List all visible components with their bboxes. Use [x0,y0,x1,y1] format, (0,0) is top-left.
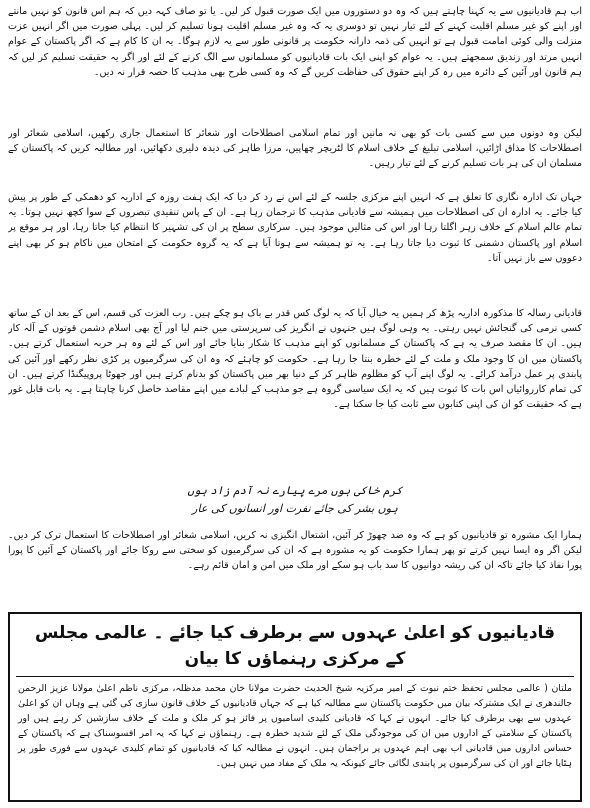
news-headline: قادیانیوں کو اعلیٰ عہدوں سے برطرف کیا جائے ۔ عالمی مجلس کے مرکزی رہنماؤں کا بیان [16,614,574,677]
article-paragraph-4: قادیانی رسالہ کا مذکورہ اداریہ پڑھ کر ہمیں یہ خیال آیا کہ یہ لوگ کس قدر بے باک ہو چکے ہیں۔ رب العزت کی قسم، اس کے بعد ان کے ساتھ کسی نرمی کی گنجائش نہیں رہتی۔ یہ وہی لوگ ہیں جنہوں نے انگریز کی سرپرستی میں جنم لیا اور آج بھی اسلام دشمن قوتوں کے آلہ کار ہیں۔ ان کا مقصد صرف یہ ہے کہ پاکستان کے مسلمانوں کو اپنے مذہب کا شکار بنایا جائے اور اس کے لئے وہ ہر حربہ استعمال کرتے ہیں۔ پاکستان میں ان کا وجود ملک و ملت کے لئے خطرہ بنتا جا رہا ہے۔ حکومت کو چاہئے کہ وہ ان کی سرگرمیوں پر کڑی نظر رکھے اور آئین کی پابندی پر عمل درآمد کرائے۔ یہ لوگ اپنے آپ کو مظلوم ظاہر کر کے دنیا بھر میں پاکستان کو بدنام کرتے ہیں اور جھوٹا پروپیگنڈا کرتے ہیں۔ ان کی تمام کارروائیاں اس بات کا ثبوت ہیں کہ یہ ایک سیاسی گروہ ہے جو مذہب کے لبادے میں اپنے مقاصد حاصل کرنا چاہتا ہے۔ یہ بات قابل غور ہے کہ حقیقت کو ان کی اپنی کتابوں سے ثابت کیا جا سکتا ہے۔ [8,308,582,411]
quoted-verse [8,482,582,518]
verse-line-1: کرم خاکی ہوں مرے پیارے نہ آدم زاد ہوں [187,484,403,497]
news-box [8,612,582,802]
article-paragraph-2: لیکن وہ دونوں میں سے کسی بات کو بھی نہ مانیں اور تمام اسلامی اصطلاحات اور شعائر کا استعمال جاری رکھیں، اسلامی شعائر اور اصطلاحات کا مذاق اڑائیں، اسلامی تبلیغ کے خلاف اسلام کا لٹریچر چھاپیں، مرزا طاہر کی دیدہ دلیری دکھائیں، اور مطالبہ کریں کہ پاکستان کے مسلمان ان کی ہر بات تسلیم کرنے کے لئے تیار رہیں۔ [8,128,582,170]
article-paragraph-1: اب ہم قادیانیوں سے یہ کہنا چاہتے ہیں کہ وہ دو دستوروں میں ایک صورت قبول کر لیں۔ یا تو صاف کہہ دیں کہ ہم اس قانون کو نہیں مانتے اور اپنے کو غیر مسلم اقلیت کہنے کے لئے تیار نہیں تو دوسری یہ کہ وہ غیر مسلم اقلیت ہونا تسلیم کر لیں۔ پہلی صورت میں اگر انہیں عزت منزلت والی کوئی امامت قبول ہے تو انہیں کی ذمہ دارانہ حکومت پر قانونی طور سے یہ لازم ہوگا۔ یہ ان کا کام ہے کہ اگر پاکستان کے عوام انہیں مرتد اور زندیق سمجھتے ہیں۔ یہ عوام کو اپنی ایک بات قادیانیوں کو مسلمانوں سے الگ کرنے کے لئے اور اگر یہ حقیقت تسلیم کر لیں کہ ہم قانون اور آئین کے دائرہ میں رہ کر اپنے حقوق کی حفاظت کریں گے کہ وہ کسی طرح بھی مذہب کا حصہ قرار نہ دیں۔ [8,6,582,78]
article-closing-paragraph: ہمارا ایک مشورہ تو قادیانیوں کو ہے کہ وہ ضد چھوڑ کر آئین، اشتعال انگیزی نہ کریں، اسلامی شعائر اور اصطلاحات کا استعمال ترک کر دیں۔ لیکن اگر وہ ایسا نہیں کرتے تو پھر ہمارا حکومت کو یہ مشورہ ہے کہ ان کی سرگرمیوں کو سختی سے روکا جائے اور پاکستان کے آئین کا پورا پورا نفاذ کیا جائے تاکہ ان کی ریشہ دوانیوں کا سد باب ہو سکے اور ملک میں امن و امان قائم رہے۔ [8,530,582,572]
news-body: ملتان ( عالمی مجلس تحفظ ختم نبوت کے امیر مرکزیہ شیخ الحدیث حضرت مولانا خان محمد مدظلہ، مرکزی ناظم اعلیٰ مولانا عزیز الرحمن جالندھری نے ایک مشترکہ بیان میں حکومت پاکستان سے مطالبہ کیا ہے کہ جہاں قادیانیوں کے خلاف قانون سازی کی گئی ہے وہاں ان کو اعلیٰ عہدوں سے بھی برطرف کیا جائے۔ انہوں نے کہا کہ قادیانی کلیدی اسامیوں پر فائز ہو کر ملک و ملت کے خلاف سازشیں کر رہے ہیں اور پاکستان کے سلامتی کے اداروں میں ان کی موجودگی ملک کے لئے شدید خطرہ ہے۔ رہنماؤں نے کہا کہ یہ امر افسوسناک ہے کہ پاکستان کے حساس اداروں میں قادیانی اب بھی اہم عہدوں پر براجمان ہیں۔ انہوں نے مطالبہ کیا کہ قادیانیوں کو تمام کلیدی عہدوں سے فوری طور پر ہٹایا جائے اور ان کی سرگرمیوں پر پابندی لگائی جائے کیونکہ یہ ملک کے مفاد میں نہیں ہیں۔ [18,683,572,769]
article-paragraph-3: جہاں تک ادارہ نگاری کا تعلق ہے کہ انہیں اپنے مرکزی جلسہ کے لئے اس نے رد کر دیا کہ ایک ہفت روزہ کے اداریہ کو دھمکی کے طور پر پیش کیا جائے۔ یہ ادارہ ان کی اصطلاحات میں ہمیشہ سے قادیانی مذہب کا ترجمان رہا ہے۔ ان کے پاس تنقیدی تبصروں کے سوا کچھ نہیں ہوتا۔ یہ تمام عالم اسلام کے خلاف زہر اگلتا رہا اور اس کی مثالیں موجود ہیں۔ سرکاری سطح پر ان کی تشہیر کا انتظام کیا جاتا رہا، اور ہر موقع پر اسلام اور پاکستان دشمنی کا ثبوت دیا جاتا رہا ہے۔ یہ تو ہمیشہ سے ہوتا آیا ہے کہ یہ گروہ حکومت کے امتحان میں ناکام ہو کر بھی اپنے دعووں سے باز نہیں آتا۔ [8,192,582,264]
verse-line-2: ہوں بشر کی جائے نفرت اور انسانوں کی عار [192,502,398,515]
